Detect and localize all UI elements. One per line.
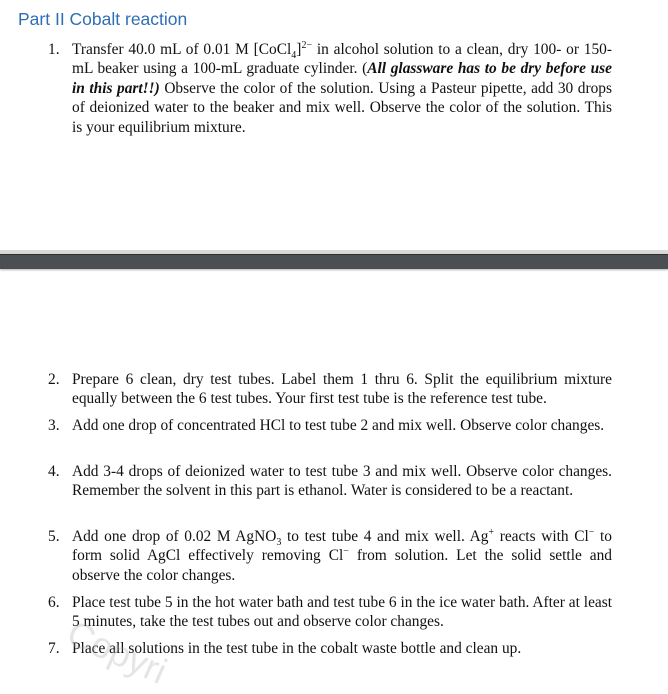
step-text: Transfer 40.0 mL of 0.01 M [CoCl$_4$]$^{2-}$ in alcohol solution to a clean, dry 100- or 150-mL beaker using a 100-mL graduate cylinder. (All glassware has to be dry before use in this part!!) Observe the color of the solution. Using a Pasteur pipette, add 30 drops of deionized water to the beaker and mix well. Observe the color of the solution. This is your equilibrium mixture. — [72, 39, 613, 136]
step-4 — [48, 462, 612, 501]
step-number: 2. — [48, 371, 60, 388]
step-number: 6. — [48, 594, 60, 611]
step-text: Add one drop of 0.02 M AgNO$_3$ to test tube 4 and mix well. Ag+ reacts with Cl− to form solid AgCl effectively removing Cl− from solution. Let the solid settle and observe the color changes. — [72, 526, 612, 584]
step-1 — [48, 40, 612, 137]
step-5 — [48, 527, 612, 585]
step-text: Add 3-4 drops of deionized water to test tube 3 and mix well. Observe color changes. Remember the solvent in this part is ethanol. Water is considered to be a reactant. — [72, 463, 612, 500]
step-number: 4. — [48, 463, 60, 480]
step-text: Place all solutions in the test tube in the cobalt waste bottle and clean up. — [72, 640, 522, 657]
copyright-watermark: Copyri — [61, 612, 174, 692]
step-number: 1. — [48, 41, 60, 58]
page-break-bar — [0, 254, 668, 269]
step-number: 7. — [48, 640, 60, 657]
step-6 — [48, 593, 612, 632]
step-3 — [48, 416, 612, 435]
warning-emphasis: All glassware has to be dry before use in this part!!) — [72, 60, 613, 97]
section-heading: Part II Cobalt reaction — [18, 9, 188, 29]
step-text: Prepare 6 clean, dry test tubes. Label them 1 thru 6. Split the equilibrium mixture equally between the 6 test tubes. Your first test tube is the reference test tube. — [72, 371, 612, 408]
step-number: 5. — [48, 528, 60, 545]
step-2 — [48, 370, 612, 409]
step-7 — [48, 639, 612, 658]
step-text: Add one drop of concentrated HCl to test tube 2 and mix well. Observe color changes. — [72, 417, 605, 434]
step-text: Place test tube 5 in the hot water bath and test tube 6 in the ice water bath. After at least 5 minutes, take the test tubes out and observe color changes. — [72, 594, 612, 631]
step-number: 3. — [48, 417, 60, 434]
